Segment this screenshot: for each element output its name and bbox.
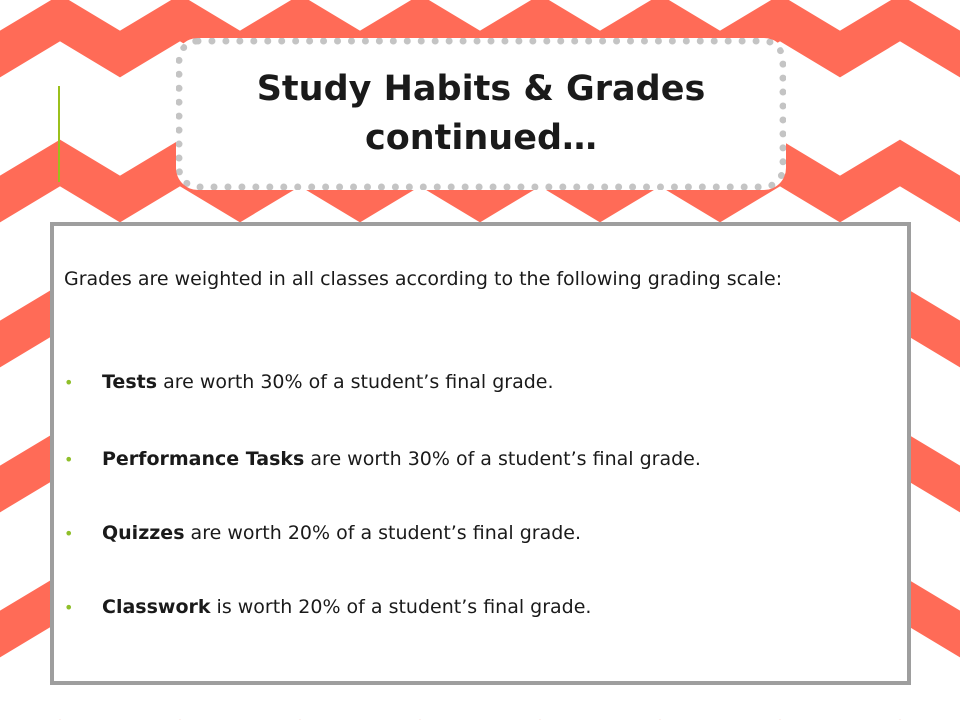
intro-text: Grades are weighted in all classes according to the following grading scale:: [64, 268, 783, 290]
bullet-item-performance-tasks: [64, 444, 884, 475]
accent-line: [58, 86, 60, 182]
bullet-icon: •: [64, 373, 74, 392]
bullet-term: Classwork: [102, 596, 211, 618]
content-box: [50, 222, 911, 685]
bullet-icon: •: [64, 598, 74, 617]
bullet-text: are worth 30% of a student’s final grade.: [157, 371, 554, 393]
bullet-text: are worth 20% of a student’s final grade.: [184, 522, 582, 544]
bullet-term: Tests: [102, 371, 158, 393]
title-box: [176, 38, 786, 190]
slide-title: Study Habits & Grades continued…: [256, 69, 706, 158]
bullet-item-quizzes: [64, 518, 884, 549]
bullet-item-tests: [64, 367, 884, 398]
bullet-term: Performance Tasks: [102, 448, 305, 470]
bullet-icon: •: [64, 524, 74, 543]
bullet-term: Quizzes: [102, 522, 185, 544]
bullet-item-classwork: [64, 592, 884, 623]
bullet-icon: •: [64, 450, 74, 469]
bullet-text: is worth 20% of a student’s final grade.: [210, 596, 592, 618]
bullet-text: are worth 30% of a student’s final grade.: [304, 448, 701, 470]
